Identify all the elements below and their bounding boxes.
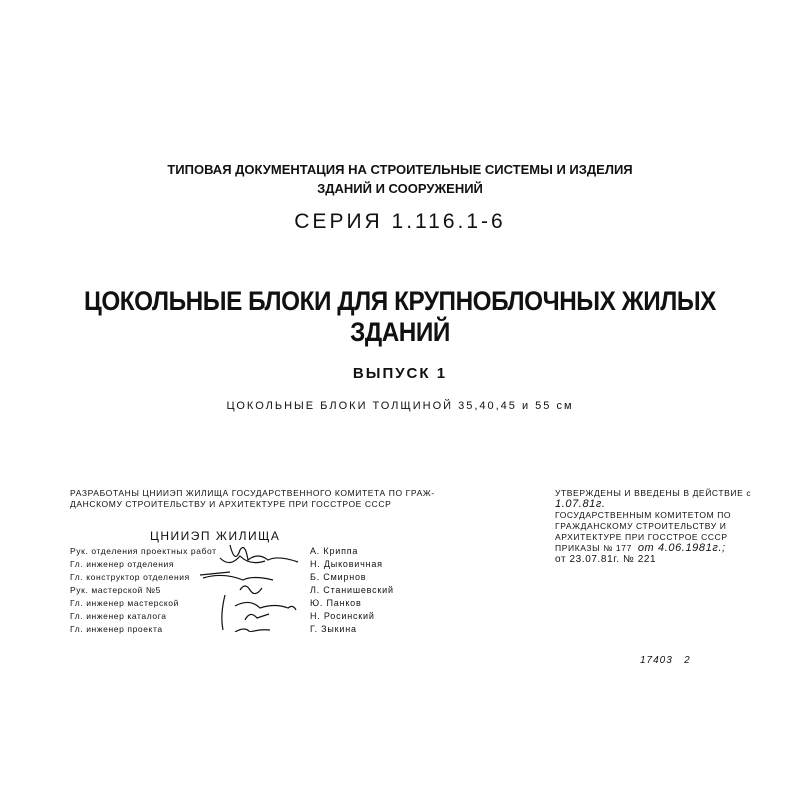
sheet-number: 17403 2 [640,655,691,666]
developed-line-2: ДАНСКОМУ СТРОИТЕЛЬСТВУ И АРХИТЕКТУРЕ ПРИ ГОССТРОЕ СССР [70,499,392,509]
header-line-1: ТИПОВАЯ ДОКУМЕНТАЦИЯ НА СТРОИТЕЛЬНЫЕ СИСТЕМЫ И ИЗДЕЛИЯ [167,162,633,177]
document-title: ЦОКОЛЬНЫЕ БЛОКИ ДЛЯ КРУПНОБЛОЧНЫХ ЖИЛЫХ ЗДАНИЙ [84,286,716,347]
signatures [195,540,310,632]
staff-name: Б. Смирнов [310,572,367,582]
developed-line-1: РАЗРАБОТАНЫ ЦНИИЭП ЖИЛИЩА ГОСУДАРСТВЕННОГО КОМИТЕТА ПО ГРАЖ- [70,488,435,498]
staff-name: Н. Дыковичная [310,559,383,569]
staff-name: Ю. Панков [310,598,362,608]
staff-name: А. Криппа [310,546,359,556]
organization-name: ЦНИИЭП ЖИЛИЩА [150,529,281,543]
staff-role: Рук. мастерской №5 [70,585,161,595]
approval-line-6: от 23.07.81г. № 221 [555,554,657,565]
approval-line-1: УТВЕРЖДЕНЫ И ВВЕДЕНЫ В ДЕЙСТВИЕ с [555,488,752,498]
staff-name: Н. Росинский [310,611,375,621]
subtitle: ЦОКОЛЬНЫЕ БЛОКИ ТОЛЩИНОЙ 35,40,45 и 55 см [226,400,574,412]
staff-role: Гл. конструктор отделения [70,572,190,582]
staff-name: Л. Станишевский [310,585,394,595]
header-line-2: ЗДАНИЙ И СООРУЖЕНИЙ [317,181,483,196]
staff-role: Гл. инженер мастерской [70,598,179,608]
order-number: ПРИКАЗЫ № 177 [555,543,632,553]
effective-date: 1.07.81г. [555,498,606,510]
series-title: СЕРИЯ 1.116.1-6 [294,210,506,233]
developed-by [70,488,435,510]
staff-names [310,545,394,636]
staff-name: Г. Зыкина [310,624,357,634]
issue-label: ВЫПУСК 1 [352,365,448,382]
approval-line-2: ГОСУДАРСТВЕННЫМ КОМИТЕТОМ ПО [555,510,732,520]
approval-line-4: АРХИТЕКТУРЕ ПРИ ГОССТРОЕ СССР [555,532,728,542]
approval-block [555,488,800,565]
staff-role: Гл. инженер проекта [70,624,163,634]
staff-role: Гл. инженер отделения [70,559,175,569]
staff-role: Гл. инженер каталога [70,611,167,621]
approval-line-3: ГРАЖДАНСКОМУ СТРОИТЕЛЬСТВУ И [555,521,727,531]
staff-role: Рук. отделения проектных работ [70,546,217,556]
header [0,160,800,198]
order-date: от 4.06.1981г.; [637,542,726,554]
